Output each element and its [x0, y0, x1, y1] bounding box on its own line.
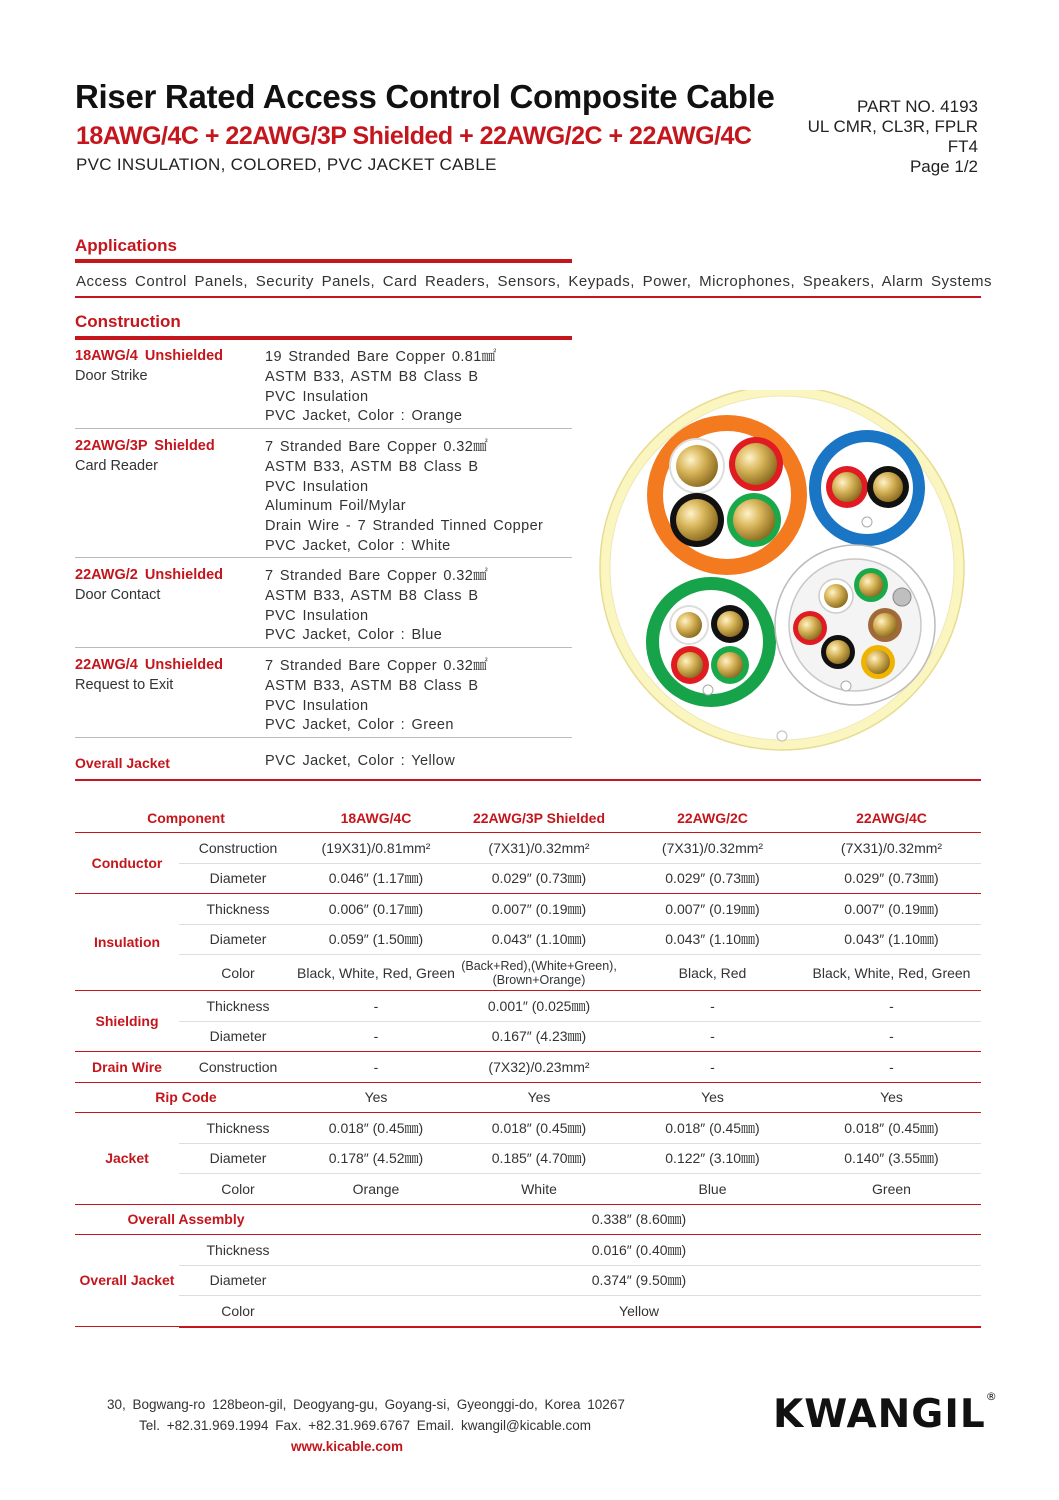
cell: Yellow: [297, 1296, 981, 1327]
header-col: 22AWG/2C: [623, 803, 802, 833]
document-description: PVC INSULATION, COLORED, PVC JACKET CABLE: [76, 155, 497, 174]
spec-line: ASTM B33, ASTM B8 Class B: [265, 587, 479, 604]
copper-core: [676, 445, 718, 487]
spec-line: PVC Insulation: [265, 478, 369, 495]
ratings: UL CMR, CL3R, FPLR: [807, 117, 978, 136]
copper-core: [873, 472, 903, 502]
cell: Green: [802, 1174, 981, 1205]
cell: 0.140″ (3.55㎜): [802, 1143, 981, 1174]
row-label: Thickness: [179, 1235, 297, 1266]
cell: 0.178″ (4.52㎜): [297, 1143, 455, 1174]
row-label: Color: [179, 1296, 297, 1327]
rip-cord: [862, 517, 872, 527]
spec-line: PVC Insulation: [265, 607, 369, 624]
cable-cross-section: [596, 390, 976, 770]
cell: 0.046″ (1.17㎜): [297, 863, 455, 894]
overall-jacket-label: Overall Jacket: [75, 755, 170, 771]
orange-bundle: [647, 415, 807, 575]
spec-line: PVC Insulation: [265, 697, 369, 714]
cell: Yes: [455, 1082, 623, 1113]
table-row: [75, 894, 981, 925]
group-name: 22AWG/3P Shielded: [75, 438, 215, 454]
construction-group: [75, 348, 572, 430]
applications-bar: [75, 259, 572, 263]
kwangil-logo: [773, 1392, 998, 1437]
copper-core: [824, 584, 848, 608]
table-row: [75, 1265, 981, 1296]
row-label: Color: [179, 955, 297, 991]
row-label: Thickness: [179, 991, 297, 1022]
row-label: Thickness: [179, 894, 297, 925]
cell: White: [455, 1174, 623, 1205]
group-name: 22AWG/4 Unshielded: [75, 657, 224, 673]
cell: 0.029″ (0.73㎜): [455, 863, 623, 894]
table-row: [75, 833, 981, 864]
cell: Black, White, Red, Green: [297, 955, 455, 991]
copper-core: [832, 472, 862, 502]
copper-core: [826, 640, 850, 664]
cell: 0.043″ (1.10㎜): [455, 924, 623, 955]
spec-line: PVC Jacket, Color : White: [265, 537, 451, 554]
construction-divider: [75, 779, 981, 781]
cell: 0.122″ (3.10㎜): [623, 1143, 802, 1174]
part-info: [808, 97, 978, 177]
group-divider: [75, 737, 572, 738]
cell: -: [802, 1052, 981, 1083]
cell-line: (Brown+Orange): [492, 972, 586, 987]
cell: Yes: [623, 1082, 802, 1113]
header-component: Component: [75, 803, 297, 833]
group-use: Card Reader: [75, 458, 159, 474]
logo-text: KWANGIL: [773, 1392, 986, 1437]
table-row: [75, 863, 981, 894]
row-label: Construction: [179, 833, 297, 864]
group-rip-code: Rip Code: [75, 1082, 297, 1113]
row-label: Color: [179, 1174, 297, 1205]
group-conductor: Conductor: [75, 833, 179, 894]
spec-line: 7 Stranded Bare Copper 0.32㎟: [265, 439, 489, 455]
cell-line: (Back+Red),(White+Green),: [461, 958, 617, 973]
table-row: [75, 1235, 981, 1266]
group-name: 18AWG/4 Unshielded: [75, 348, 224, 364]
cell: 0.007″ (0.19㎜): [802, 894, 981, 925]
cell: -: [623, 1021, 802, 1052]
table-row: [75, 1113, 981, 1144]
group-lines: [265, 348, 497, 427]
cell: Yes: [802, 1082, 981, 1113]
construction-bar: [75, 336, 572, 340]
table-row: [75, 1143, 981, 1174]
cell: 0.001″ (0.025㎜): [455, 991, 623, 1022]
cell: -: [297, 1021, 455, 1052]
table-row: [75, 1174, 981, 1205]
cell: 0.018″ (0.45㎜): [623, 1113, 802, 1144]
drain-wire: [893, 588, 911, 606]
cell: -: [623, 1052, 802, 1083]
group-divider: [75, 647, 572, 648]
cell: (19X31)/0.81mm²: [297, 833, 455, 864]
blue-bundle: [809, 430, 925, 546]
page-number: Page 1/2: [909, 157, 978, 176]
group-jacket: Jacket: [75, 1113, 179, 1205]
cell: 0.167″ (4.23㎜): [455, 1021, 623, 1052]
cell: 0.018″ (0.45㎜): [297, 1113, 455, 1144]
group-insulation: Insulation: [75, 894, 179, 991]
table-header-row: [75, 803, 981, 833]
cell: -: [297, 1052, 455, 1083]
table-row: [75, 1204, 981, 1235]
cell: 0.018″ (0.45㎜): [802, 1113, 981, 1144]
row-label: Diameter: [179, 863, 297, 894]
cell: 0.007″ (0.19㎜): [455, 894, 623, 925]
cell: [455, 955, 623, 991]
cell: 0.374″ (9.50㎜): [297, 1265, 981, 1296]
spec-line: ASTM B33, ASTM B8 Class B: [265, 458, 479, 475]
cell: (7X32)/0.23mm²: [455, 1052, 623, 1083]
header-col: 22AWG/4C: [802, 803, 981, 833]
table-row: [75, 1082, 981, 1113]
copper-core: [798, 616, 822, 640]
row-label: Construction: [179, 1052, 297, 1083]
cell: (7X31)/0.32mm²: [802, 833, 981, 864]
group-use: Door Strike: [75, 368, 148, 384]
group-lines: [265, 567, 488, 646]
table-row: [75, 1021, 981, 1052]
cell: 0.029″ (0.73㎜): [802, 863, 981, 894]
cell: Blue: [623, 1174, 802, 1205]
group-divider: [75, 557, 572, 558]
cell: Yes: [297, 1082, 455, 1113]
table-row: [75, 1296, 981, 1327]
table-row: [75, 924, 981, 955]
construction-heading: Construction: [75, 312, 181, 331]
copper-core: [733, 499, 775, 541]
applications-text: Access Control Panels, Security Panels, Card Readers, Sensors, Keypads, Power, Microphones, Speakers, Alarm Systems: [76, 273, 993, 290]
rip-cord: [703, 685, 713, 695]
green-inner: [659, 590, 763, 694]
cell: 0.059″ (1.50㎜): [297, 924, 455, 955]
copper-core: [676, 612, 702, 638]
overall-jacket-value: PVC Jacket, Color : Yellow: [265, 753, 456, 769]
row-label: Thickness: [179, 1113, 297, 1144]
group-lines: [265, 657, 488, 736]
applications-divider: [75, 296, 981, 298]
header-col: 18AWG/4C: [297, 803, 455, 833]
spec-line: PVC Jacket, Color : Green: [265, 717, 454, 734]
rip-cord: [841, 681, 851, 691]
cell: 0.007″ (0.19㎜): [623, 894, 802, 925]
group-name: 22AWG/2 Unshielded: [75, 567, 224, 583]
document-subtitle: 18AWG/4C + 22AWG/3P Shielded + 22AWG/2C + 22AWG/4C: [76, 122, 752, 150]
group-use: Request to Exit: [75, 677, 174, 693]
white-shielded-bundle: [775, 545, 935, 705]
cell: (7X31)/0.32mm²: [623, 833, 802, 864]
group-drain-wire: Drain Wire: [75, 1052, 179, 1083]
cell: -: [623, 991, 802, 1022]
ft-rating: FT4: [947, 137, 978, 156]
group-lines: [265, 438, 543, 557]
table-row: [75, 991, 981, 1022]
group-shielding: Shielding: [75, 991, 179, 1052]
group-divider: [75, 428, 572, 429]
group-use: Door Contact: [75, 587, 161, 603]
cell: 0.338″ (8.60㎜): [297, 1204, 981, 1235]
spec-line: PVC Jacket, Color : Blue: [265, 627, 443, 644]
cell: 0.029″ (0.73㎜): [623, 863, 802, 894]
row-label: Diameter: [179, 1143, 297, 1174]
row-label: Diameter: [179, 924, 297, 955]
copper-core: [866, 650, 890, 674]
group-label: Overall Jacket: [79, 1272, 175, 1288]
copper-core: [717, 611, 743, 637]
spec-table: [75, 803, 981, 1328]
footer-website-link[interactable]: www.kicable.com: [291, 1439, 404, 1454]
copper-core: [676, 499, 718, 541]
spec-line: ASTM B33, ASTM B8 Class B: [265, 677, 479, 694]
cell: 0.016″ (0.40㎜): [297, 1235, 981, 1266]
cell: 0.185″ (4.70㎜): [455, 1143, 623, 1174]
construction-group: [75, 438, 572, 560]
footer-phone-fax-email: Tel. +82.31.969.1994 Fax. +82.31.969.6767 Email. kwangil@kicable.com: [139, 1418, 591, 1433]
green-bundle: [646, 577, 776, 707]
table-row: [75, 955, 981, 991]
spec-line: ASTM B33, ASTM B8 Class B: [265, 368, 479, 385]
cell: -: [297, 991, 455, 1022]
document-title: Riser Rated Access Control Composite Cable: [75, 78, 775, 115]
spec-line: Aluminum Foil/Mylar: [265, 498, 406, 515]
table-row: [75, 1052, 981, 1083]
cell: Black, Red: [623, 955, 802, 991]
copper-core: [735, 443, 777, 485]
row-label: Diameter: [179, 1021, 297, 1052]
cell: -: [802, 991, 981, 1022]
footer-address: 30, Bogwang-ro 128beon-gil, Deogyang-gu, Goyang-si, Gyeonggi-do, Korea 10267: [107, 1397, 625, 1412]
group-overall-assembly: Overall Assembly: [75, 1204, 297, 1235]
spec-line: 7 Stranded Bare Copper 0.32㎟: [265, 568, 489, 584]
cell: Orange: [297, 1174, 455, 1205]
cell: Black, White, Red, Green: [802, 955, 981, 991]
footer-contact: [107, 1394, 625, 1457]
cell: 0.006″ (0.17㎜): [297, 894, 455, 925]
construction-group: [75, 657, 572, 739]
construction-group: [75, 567, 572, 649]
cell: 0.043″ (1.10㎜): [802, 924, 981, 955]
rip-cord: [777, 731, 787, 741]
registered-mark: ®: [985, 1390, 998, 1403]
copper-core: [873, 613, 897, 637]
copper-core: [717, 652, 743, 678]
row-label: Diameter: [179, 1265, 297, 1296]
spec-line: PVC Insulation: [265, 388, 369, 405]
group-overall-jacket: [75, 1235, 179, 1327]
cell: 0.043″ (1.10㎜): [623, 924, 802, 955]
cell: -: [802, 1021, 981, 1052]
applications-heading: Applications: [75, 236, 178, 255]
spec-line: 7 Stranded Bare Copper 0.32㎟: [265, 658, 489, 674]
spec-line: 19 Stranded Bare Copper 0.81㎟: [265, 349, 497, 365]
copper-core: [677, 652, 703, 678]
cell: 0.018″ (0.45㎜): [455, 1113, 623, 1144]
spec-line: Drain Wire - 7 Stranded Tinned Copper: [265, 518, 544, 535]
header-col: 22AWG/3P Shielded: [455, 803, 623, 833]
part-number: PART NO. 4193: [857, 97, 978, 116]
copper-core: [859, 573, 883, 597]
cell: (7X31)/0.32mm²: [455, 833, 623, 864]
spec-line: PVC Jacket, Color : Orange: [265, 408, 463, 425]
